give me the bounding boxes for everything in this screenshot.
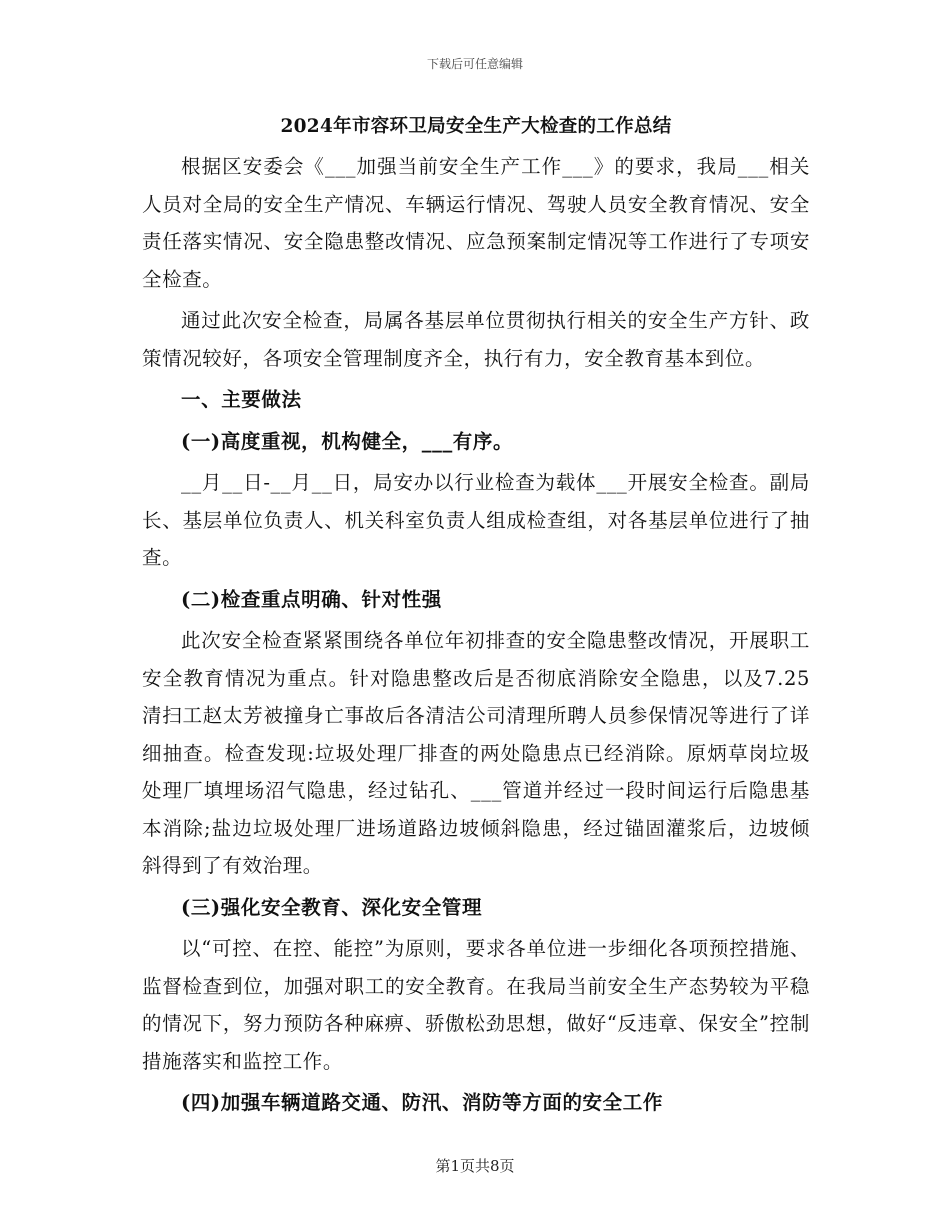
section-heading-main-practices: 一、主要做法: [181, 388, 302, 411]
subsection-heading-3: (三)强化安全教育、深化安全管理: [181, 895, 483, 919]
page-header: 下载后可任意编辑: [426, 57, 523, 71]
paragraph-intro: 根据区安委会《___加强当前安全生产工作___》的要求，我局___相关人员对全局的安全生产情况、车辆运行情况、驾驶人员安全教育情况、安全责任落实情况、安全隐患整改情况、应急预案制定情况等工作进行了专项安全检查。: [142, 155, 810, 291]
document-title: 2024年市容环卫局安全生产大检查的工作总结: [280, 116, 672, 137]
paragraph-subsection-2: 此次安全检查紧紧围绕各单位年初排查的安全隐患整改情况，开展职工安全教育情况为重点。针对隐患整改后是否彻底消除安全隐患，以及7.25清扫工赵太芳被撞身亡事故后各清洁公司清理所聘人员参保情况等进行了详细抽查。检查发现:垃圾处理厂排查的两处隐患点已经消除。原炳草岗垃圾处理厂填埋场沼气隐患，经过钻孔、___管道并经过一段时间运行后隐患基本消除;盐边垃圾处理厂进场道路边坡倾斜隐患，经过锚固灌浆后，边坡倾斜得到了有效治理。: [142, 629, 810, 877]
page-number: 第1页共8页: [435, 1157, 515, 1175]
subsection-heading-4: (四)加强车辆道路交通、防汛、消防等方面的安全工作: [181, 1091, 663, 1114]
subsection-heading-2: (二)检查重点明确、针对性强: [181, 587, 442, 611]
paragraph-summary: 通过此次安全检查，局属各基层单位贯彻执行相关的安全生产方针、政策情况较好，各项安全管理制度齐全，执行有力，安全教育基本到位。: [142, 309, 810, 370]
subsection-heading-1: (一)高度重视，机构健全，___有序。: [181, 429, 514, 453]
paragraph-subsection-3: 以“可控、在控、能控”为原则，要求各单位进一步细化各项预控措施、监督检查到位，加强对职工的安全教育。在我局当前安全生产态势较为平稳的情况下，努力预防各种麻痹、骄傲松劲思想，做好“反违章、保安全”控制措施落实和监控工作。: [142, 937, 810, 1073]
document-body: [142, 110, 810, 1126]
paragraph-subsection-1: __月__日-__月__日，局安办以行业检查为载体___开展安全检查。副局长、基层单位负责人、机关科室负责人组成检查组，对各基层单位进行了抽查。: [142, 471, 810, 569]
